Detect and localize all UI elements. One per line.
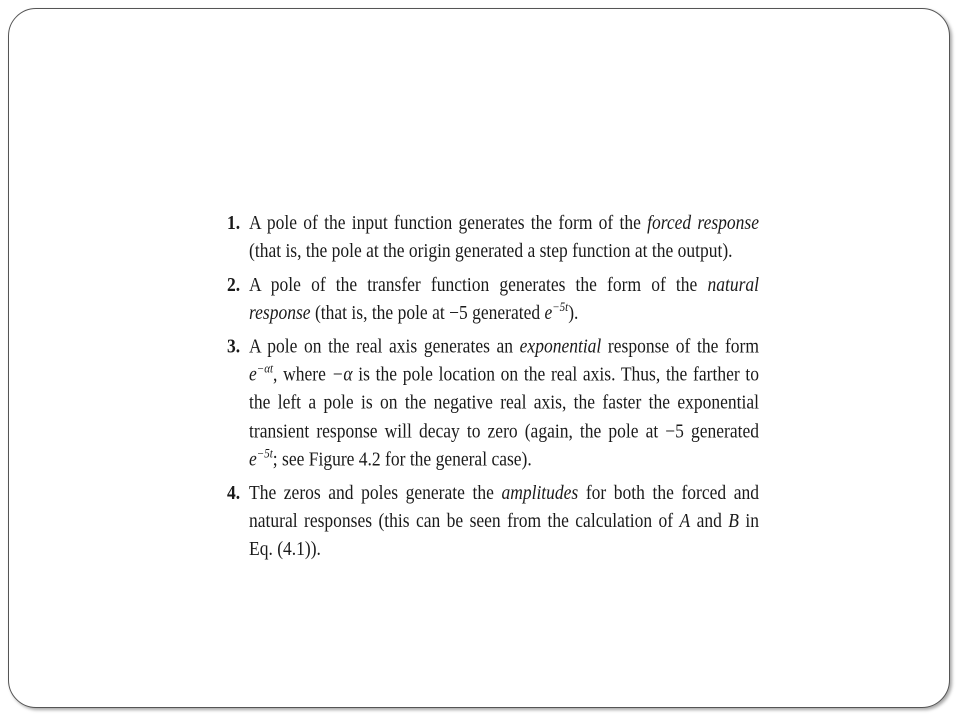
math-base: e: [544, 301, 553, 324]
item-text: , where: [273, 362, 332, 385]
math-exponent: −5t: [552, 301, 569, 315]
item-text: and: [690, 509, 729, 532]
list-item: [227, 209, 759, 266]
emphasis-text: exponential: [519, 334, 602, 357]
item-text: is the pole location on the real axis. Thus, the farther to the left a pole is on the negative real axis, the faster the exponential transient response will decay to zero (again, the pole at −5 generated: [249, 362, 759, 442]
slide-frame: [8, 8, 950, 708]
emphasis-text: amplitudes: [501, 480, 579, 504]
item-text: A pole of the transfer function generates the form of the: [249, 272, 708, 296]
item-text: (that is, the pole at −5 generated: [310, 301, 545, 324]
item-text: A pole on the real axis generates an: [249, 334, 520, 357]
math-symbol: −α: [331, 362, 353, 385]
list-item: [227, 332, 759, 474]
slide-content: [227, 209, 759, 568]
item-text: The zeros and poles generate the: [249, 480, 502, 504]
math-exponent: −αt: [256, 362, 274, 376]
item-text: A pole of the input function generates the form of the: [249, 211, 648, 234]
item-text: (that is, the pole at the origin generated a step function at the output).: [249, 239, 733, 263]
emphasis-text: natural response: [249, 272, 759, 324]
list-item: [227, 479, 759, 564]
item-number: 1.: [227, 211, 241, 234]
item-text: ; see Figure 4.2 for the general case).: [272, 447, 532, 471]
math-base: e: [249, 362, 257, 385]
item-number: 4.: [227, 480, 241, 504]
math-variable: B: [728, 509, 739, 532]
emphasis-text: forced response: [647, 211, 759, 234]
list-item: [227, 270, 759, 327]
item-text: response of the form: [601, 334, 759, 357]
math-base: e: [249, 447, 257, 471]
math-variable: A: [679, 509, 691, 532]
item-text: in Eq. (4.1)).: [249, 509, 759, 561]
item-text: for both the forced and natural responses (this can be seen from the calculation of: [249, 480, 759, 532]
math-exponent: −5t: [256, 447, 273, 462]
item-text: ).: [568, 301, 579, 324]
item-number: 3.: [227, 334, 241, 357]
item-number: 2.: [227, 272, 241, 296]
